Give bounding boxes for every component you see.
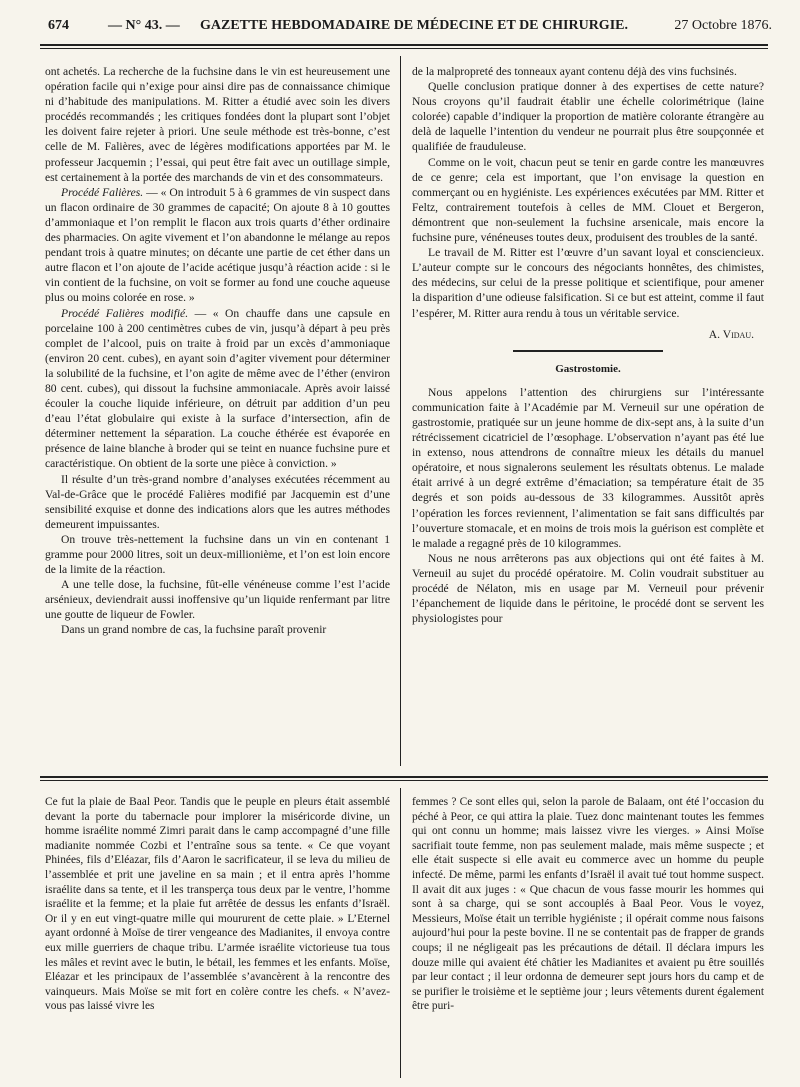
article-column-right (412, 64, 764, 626)
feuilleton-rule-thin (40, 780, 768, 781)
issue-number: — N° 43. — (108, 18, 180, 33)
paragraph: Il résulte d’un très-grand nombre d’analyses exécutées récemment au Val-de-Grâce que le procédé Falières modifié par Jacquemin est d’une sensibilité exquise et donne des indications alors que les autres méthodes demeurent impuissantes. (45, 472, 390, 531)
method-heading: Procédé Falières. (61, 185, 144, 199)
paragraph: ont achetés. La recherche de la fuchsine dans le vin est heureusement une opération facile qui n’exige pour ainsi dire pas de connaissance chimique ni d’habitude des manipulations. M. Ritter a étudié avec soin les divers procédés recommandés ; les critiques fondées dont la plupart sont l’objet les doivent faire rejeter à priori. Une seule méthode est très-bonne, c’est celle de M. Falières, avec de légères modifications apportées par M. le professeur Jacquemin ; l’essai, qui peut être fait avec un outillage simple, est certainement à la portée des marchands de vin et des consommateurs. (45, 65, 390, 184)
paragraph: femmes ? Ce sont elles qui, selon la parole de Balaam, ont été l’occasion du péché à Peor, ce qui attira la plaie. Tuez donc maintenant toutes les femmes qui ont connu un homme; mais laissez vivre les vierges. » Ainsi Moïse sacrifiait toute femme, non pas seulement malade, mais même suspecte ; et elle était suspecte si elle avait eu commerce avec un homme du peuple infecté. De même, parmi les enfants d’Israël il avait tué tout homme suspect. Il avait dit aux juges : « Que chacun de vous fasse mourir les hommes qui sont à sa charge, qui se sont accouplés à Baal Peor. Vous le voyez, Messieurs, Moïse était un terrible hygiéniste ; il opérait comme nous faisons aujourd’hui pour la peste bovine. Il ne se contentait pas de frapper de grands coups; il ne négligeait pas les précautions de détail. Il déclara impurs les douze mille qui avaient été châtier les Madianites et avaient pu être souillés par leur contact ; il leur ordonna de demeurer sept jours hors du camp et de se purifier le troisième et le septième jour ; leurs vêtements durent également être puri- (412, 796, 764, 1013)
method-text: — « On introduit 5 à 6 grammes de vin suspect dans un flacon ordinaire de 30 grammes de capacité; On ajoute 8 à 10 gouttes d’ammoniaque et l’on remplit le flacon aux trois quarts d’éther ordinaire des pharmacies. On agite vivement et l’on abandonne le mélange au repos pendant trois à quatre minutes; on décante une partie de cet éther dans un autre flacon et l’on ajoute de l’acide acétique jusqu’à réaction acide : si le vin contient de la fuchsine, on voit se former au fond une couche aqueuse plus ou moins colorée en rose. » (45, 185, 390, 305)
section-title: Gastrostomie. (555, 362, 621, 375)
feuilleton-column-left (45, 795, 390, 1014)
page-number: 674 (48, 18, 69, 33)
paragraph: Quelle conclusion pratique donner à des expertises de cette nature? Nous croyons qu’il faudrait établir une échelle colorimétrique (laine colorée) capable d’indiquer la proportion de matière colorante étrangère au delà de laquelle l’intention du vendeur ne pourrait plus être soupçonnée et qualifiée de frauduleuse. (412, 80, 764, 154)
paragraph: Le travail de M. Ritter est l’œuvre d’un savant loyal et consciencieux. L’auteur compte sur le concours des négociants honnêtes, des chimistes, des médecins, sur celui de la presse politique et scientifique, pour amener la disparition d’une odieuse falsification. Si ce but est atteint, comme il faut l’espérer, M. Ritter aura rendu à tous un véritable service. (412, 246, 764, 320)
header-rule (40, 44, 768, 46)
paragraph: On trouve très-nettement la fuchsine dans un vin en contenant 1 gramme pour 2000 litres, soit un deux-millionième, et l’on est loin encore de la limite de la réaction. (45, 532, 390, 577)
paragraph-falieres-modifie (45, 306, 390, 472)
article-column-left (45, 64, 390, 638)
paragraph: A une telle dose, la fuchsine, fût-elle vénéneuse comme l’est l’acide arsénieux, deviendrait aussi inoffensive qu’un liquide renfermant par litre une goutte de liqueur de Fowler. (45, 578, 390, 622)
header-rule-thin (40, 48, 768, 49)
paragraph: de la malpropreté des tonneaux ayant contenu déjà des vins fuchsinés. (412, 65, 737, 78)
method-text: — « On chauffe dans une capsule en porcelaine 100 à 200 centimètres cubes de vin, jusqu’à départ à peu près complet de l’alcool, puis on traite à froid par un excès d’ammoniaque (environ 20 cent. cubes), en ayant soin d’agiter vivement pour déterminer la solubilité de la fuchsine, et l’on agite de même avec de l’éther (environ 80 cent. cubes), qui dissout la fuchsine ammoniacale. Après avoir laissé écouler la couche liquide inférieure, on détruit par addition d’un peu d’eau l’état globulaire qui existe à la surface d’intersection, afin de déterminer nettement la séparation. La couche éthérée est évaporée en présence de laine blanche à broder qui se teint en nuance fuchsine pure et caractéristique. On obtient de la sorte une pièce à conviction. » (45, 306, 390, 471)
paragraph: Nous appelons l’attention des chirurgiens sur l’intéressante communication faite à l’Académie par M. Verneuil sur une opération de gastrostomie, pratiquée sur un jeune homme de dix-sept ans, à la suite d’un rétrécissement cicatriciel de l’œsophage. L’observation n’ayant pas été lue in extenso, nous attendrons de connaître mieux les détails du manuel opératoire, et nous signalerons seulement les résultats obtenus. Le malade était arrivé à un degré extrême d’émaciation; sa température était de 35 degrés et son poids au-dessous de 33 kilogrammes. Aussitôt après l’opération les forces reviennent, l’alimentation se fait sans difficultés par l’ouverture stomacale, et en moins de trois mois la guérison est complète et le malade a regagné près de 10 kilogrammes. (412, 385, 764, 550)
journal-title: GAZETTE HEBDOMADAIRE DE MÉDECINE ET DE CHIRURGIE. (200, 18, 628, 33)
paragraph-falieres (45, 185, 390, 306)
paragraph: Dans un grand nombre de cas, la fuchsine paraît provenir (61, 623, 327, 637)
feuilleton-column-right (412, 795, 764, 1014)
issue-date: 27 Octobre 1876. (674, 18, 772, 33)
paragraph: Nous ne nous arrêterons pas aux objections qui ont été faites à M. Verneuil au sujet du procédé opératoire. M. Colin voudrait substituer au procédé de Nélaton, mis en usage par M. Verneuil pour prévenir l’épanchement de liquide dans le péritoine, le procédé dont se servent les physiologistes pour (412, 551, 764, 626)
section-separator (513, 350, 663, 352)
paragraph: Ce fut la plaie de Baal Peor. Tandis que le peuple en pleurs était assemblé devant la porte du tabernacle pour implorer la miséricorde divine, un homme israélite nommé Zimri parait dans le camp accompagné d’une fille madianite nommée Cozbi et l’entraîne sous sa tente. « Ce que voyant Phinées, fils d’Eléazar, fils d’Aaron le sacrificateur, il se leva du milieu de l’assemblée et prit une javeline en sa main ; et il entra après l’homme israélite dans sa tente, et il les transperça tous deux par le ventre, l’homme israélite et la femme; et la plaie fut arrêtée de dessus les enfants d’Israël. Or il y en eut vingt-quatre mille qui moururent de cette plaie. » L’Eternel ayant ordonné à Moïse de tirer vengeance des Madianites, il envoya contre eux mille guerriers de chaque tribu. L’armée israélite victorieuse tua tous les mâles et revint avec le butin, le bétail, les femmes et les enfants. Moïse, Eléazar et les principaux de l’assemblée s’avancèrent à la rencontre des vainqueurs. Mais Moïse se mit fort en colère contre les chefs. « N’avez-vous pas laissé vivre les (45, 796, 390, 1013)
author-signature: A. Vidau. (708, 327, 754, 341)
column-divider-bottom (400, 788, 401, 1078)
page-header (30, 12, 772, 38)
method-heading: Procédé Falières modifié. (61, 306, 189, 320)
feuilleton-rule (40, 776, 768, 778)
paragraph: Comme on le voit, chacun peut se tenir en garde contre les manœuvres de ce genre; cela est important, que l’on envisage la question en commerçant ou en hygiéniste. Les expériences exécutées par MM. Ritter et Feltz, contrairement toutefois à celles de MM. Clouet et Bergeron, démontrent que non-seulement la fuchsine arsenicale, mais encore la fuchsine pure, vénéneuses toutes deux, produisent des troubles de la santé. (412, 155, 764, 245)
column-divider-top (400, 56, 401, 766)
